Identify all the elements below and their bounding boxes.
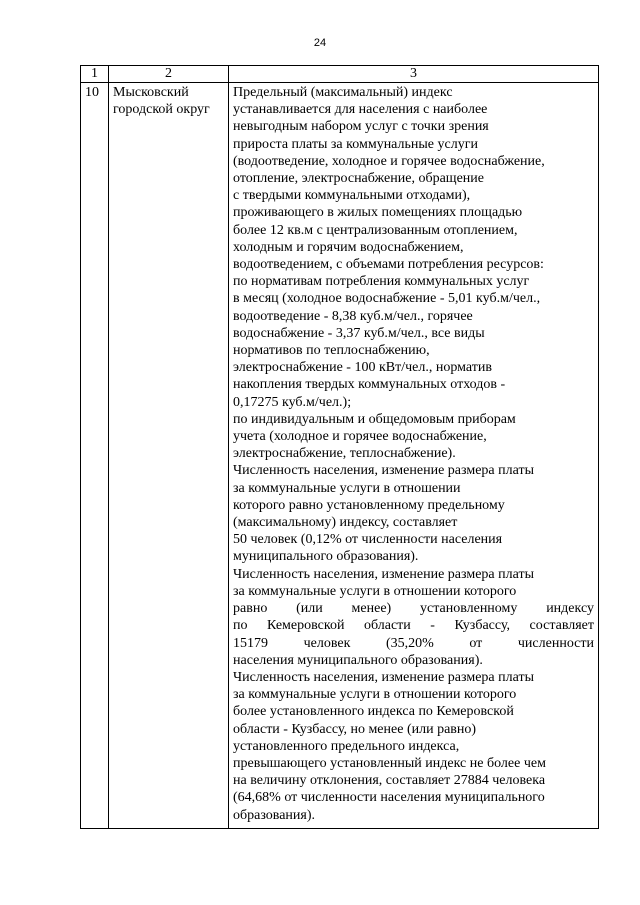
header-cell-1: 1 (81, 66, 109, 83)
description-line: муниципального образования). (233, 549, 419, 565)
description-line: прироста платы за коммунальные услуги (233, 136, 478, 152)
description-line: области - Кузбассу, но менее (или равно) (233, 721, 477, 737)
table-row (81, 83, 599, 829)
municipality-line: городской округ (113, 102, 210, 118)
header-cell-2: 2 (109, 66, 229, 83)
description-line: водоотведением, с объемами потребления ресурсов: (233, 257, 544, 273)
description-line: водоотведение - 8,38 куб.м/чел., горячее (233, 308, 473, 324)
description-line: в месяц (холодное водоснабжение - 5,01 куб.м/чел., (233, 291, 541, 307)
description-line: водоснабжение - 3,37 куб.м/чел., все виды (233, 325, 485, 341)
description-cell (229, 83, 599, 829)
description-line: населения муниципального образования). (233, 652, 483, 668)
description-line: за коммунальные услуги в отношении которого (233, 583, 517, 599)
description-line: более установленного индекса по Кемеровской (233, 704, 514, 720)
description-line: 50 человек (0,12% от численности населения (233, 532, 503, 548)
description-line: образования). (233, 807, 316, 823)
description-line: (64,68% от численности населения муниципального (233, 790, 545, 806)
description-line: накопления твердых коммунальных отходов - (233, 377, 506, 393)
description-line: нормативов по теплоснабжению, (233, 343, 430, 359)
description-line: устанавливается для населения с наиболее (233, 102, 488, 118)
description-line: которого равно установленному предельному (233, 497, 505, 513)
page-number: 24 (313, 37, 327, 49)
description-line: электроснабжение, теплоснабжение). (233, 446, 456, 462)
description-line: по индивидуальным и общедомовым приборам (233, 411, 516, 427)
table-header-row (81, 66, 599, 83)
description-line: Предельный (максимальный) индекс (233, 85, 453, 100)
description-line: (водоотведение, холодное и горячее водоснабжение, (233, 153, 545, 169)
description-line: холодным и горячим водоснабжением, (233, 239, 464, 255)
description-line: Численность населения, изменение размера платы (233, 669, 534, 685)
description-line: по Кемеровской области - Кузбассу, составляет (233, 618, 594, 634)
description-line: превышающего установленный индекс не более чем (233, 755, 546, 771)
description-line: за коммунальные услуги в отношении которого (233, 687, 517, 703)
municipality-cell (109, 83, 229, 829)
description-line: равно (или менее) установленному индексу (233, 601, 594, 617)
description-line: электроснабжение - 100 кВт/чел., норматив (233, 360, 492, 376)
description-line: с твердыми коммунальными отходами), (233, 188, 471, 204)
description-line: проживающего в жилых помещениях площадью (233, 205, 523, 221)
data-table (80, 65, 599, 829)
municipality-line: Мысковский (113, 85, 189, 100)
description-line: невыгодным набором услуг с точки зрения (233, 119, 489, 135)
description-line: более 12 кв.м с централизованным отоплением, (233, 222, 518, 238)
description-line: на величину отклонения, составляет 27884 человека (233, 773, 546, 789)
description-line: учета (холодное и горячее водоснабжение, (233, 429, 487, 445)
description-line: Численность населения, изменение размера платы (233, 463, 534, 479)
description-line: отопление, электроснабжение, обращение (233, 171, 484, 187)
description-line: установленного предельного индекса, (233, 738, 460, 754)
description-line: за коммунальные услуги в отношении (233, 480, 461, 496)
description-line: 15179 человек (35,20% от численности (233, 635, 594, 651)
row-number: 10 (81, 83, 109, 829)
description-line: (максимальному) индексу, составляет (233, 515, 458, 531)
description-line: Численность населения, изменение размера платы (233, 566, 534, 582)
header-cell-3: 3 (229, 66, 599, 83)
description-line: по нормативам потребления коммунальных услуг (233, 274, 530, 290)
description-line: 0,17275 куб.м/чел.); (233, 394, 352, 410)
